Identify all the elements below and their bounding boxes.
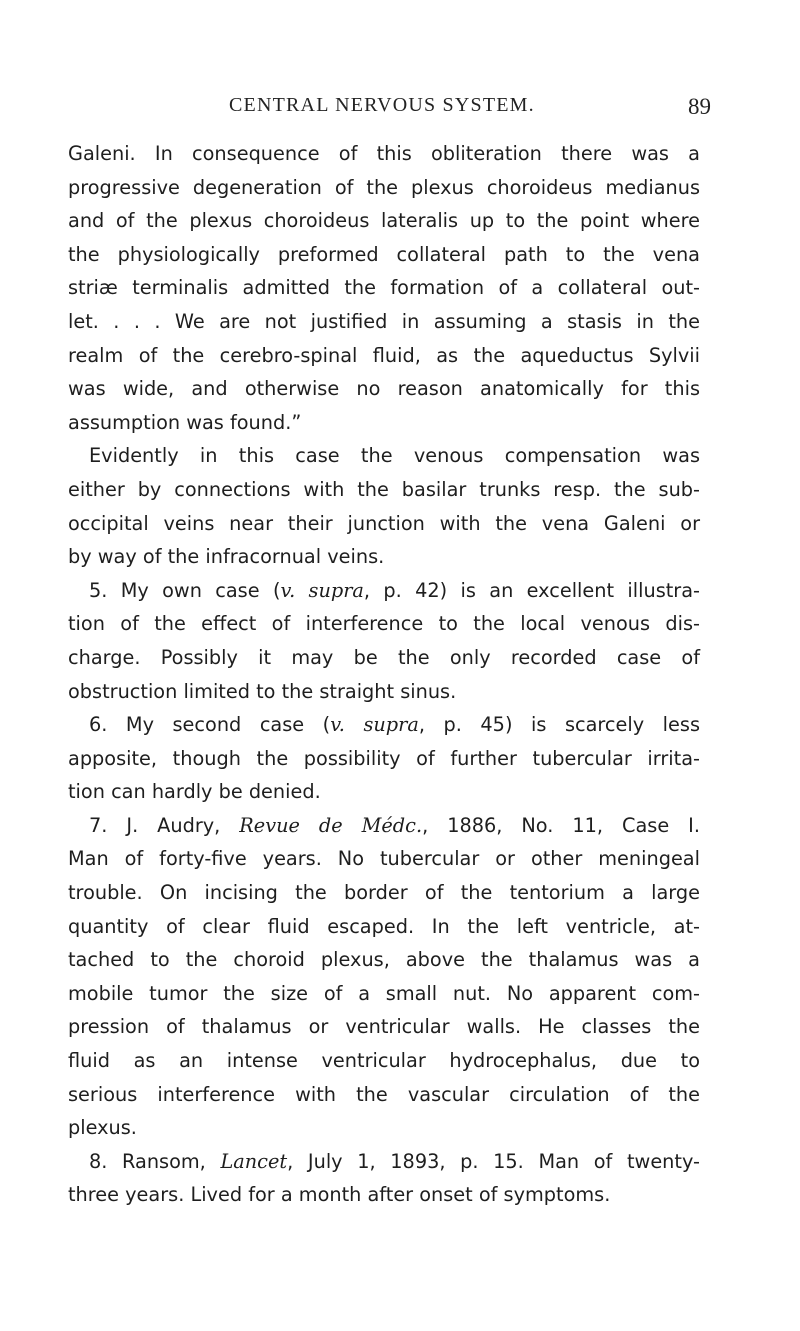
body-text [68,137,700,1212]
text-line [68,1010,700,1044]
text-span: , p. 45) is scarcely less [418,713,700,737]
text-span: occipital veins near their junction with the vena Galeni or [68,511,700,535]
page-header [0,94,800,124]
italic-text: v. supra [280,578,364,602]
text-span: pression of thalamus or ventricular walls. He classes the [68,1015,700,1039]
text-line [68,372,700,406]
text-line [68,271,700,305]
text-line [68,675,700,709]
text-span: 5. My own case ( [89,578,281,602]
text-line [68,339,700,373]
text-span: either by connections with the basilar trunks resp. the sub- [68,477,700,501]
text-span: , July 1, 1893, p. 15. Man of twenty- [287,1149,700,1173]
text-line [68,439,700,473]
text-span: charge. Possibly it may be the only recorded case of [68,645,700,669]
text-span: 8. Ransom, [89,1149,221,1173]
text-line [68,1178,700,1212]
text-span: , 1886, No. 11, Case I. [422,813,700,837]
text-span: tached to the choroid plexus, above the thalamus was a [68,948,700,972]
text-span: 7. J. Audry, [89,813,240,837]
text-line [68,507,700,541]
text-line [68,171,700,205]
text-line [68,876,700,910]
text-line [68,137,700,171]
text-span: Evidently in this case the venous compensation was [89,444,700,468]
text-span: fluid as an intense ventricular hydrocephalus, due to [68,1049,700,1073]
text-span: plexus. [68,1116,137,1140]
text-line [68,574,700,608]
italic-text: v. supra [330,713,419,737]
text-line [68,238,700,272]
text-span: was wide, and otherwise no reason anatomically for this [68,377,700,401]
text-span: realm of the cerebro-spinal fluid, as the aqueductus Sylvii [68,343,700,367]
text-span: progressive degeneration of the plexus choroideus medianus [68,175,700,199]
text-line [68,540,700,574]
text-line [68,1078,700,1112]
text-span: the physiologically preformed collateral path to the vena [68,242,700,266]
text-line [68,742,700,776]
text-line [68,1111,700,1145]
text-span: let. . . . We are not justified in assuming a stasis in the [68,309,700,333]
text-line [68,641,700,675]
text-line [68,305,700,339]
text-line [68,204,700,238]
text-span: tion can hardly be denied. [68,780,321,804]
text-line [68,708,700,742]
italic-text: Lancet [220,1149,288,1173]
text-line [68,809,700,843]
text-span: serious interference with the vascular circulation of the [68,1082,700,1106]
page-number: 89 [688,94,711,119]
text-line [68,473,700,507]
text-span: trouble. On incising the border of the tentorium a large [68,881,700,905]
text-span: , p. 42) is an excellent illustra- [363,578,701,602]
italic-text: Revue de Médc. [239,813,423,837]
text-span: quantity of clear fluid escaped. In the left ventricle, at- [68,914,700,938]
text-line [68,842,700,876]
running-head: CENTRAL NERVOUS SYSTEM. [229,94,535,116]
text-line [68,406,700,440]
text-span: 6. My second case ( [89,713,331,737]
text-span: mobile tumor the size of a small nut. No apparent com- [68,981,700,1005]
text-span: striæ terminalis admitted the formation of a collateral out- [68,276,700,300]
text-line [68,943,700,977]
text-span: obstruction limited to the straight sinus. [68,679,457,703]
text-line [68,1044,700,1078]
text-span: three years. Lived for a month after onset of symptoms. [68,1183,611,1207]
text-span: apposite, though the possibility of further tubercular irrita- [68,746,700,770]
text-span: and of the plexus choroideus lateralis up to the point where [68,209,700,233]
text-span: assumption was found.” [68,410,302,434]
text-line [68,1145,700,1179]
text-line [68,607,700,641]
text-span: tion of the effect of interference to the local venous dis- [68,612,700,636]
text-span: by way of the infracornual veins. [68,545,385,569]
text-span: Galeni. In consequence of this obliteration there was a [68,142,700,165]
text-span: Man of forty-five years. No tubercular or other meningeal [68,847,700,871]
text-line [68,775,700,809]
text-line [68,910,700,944]
text-line [68,977,700,1011]
